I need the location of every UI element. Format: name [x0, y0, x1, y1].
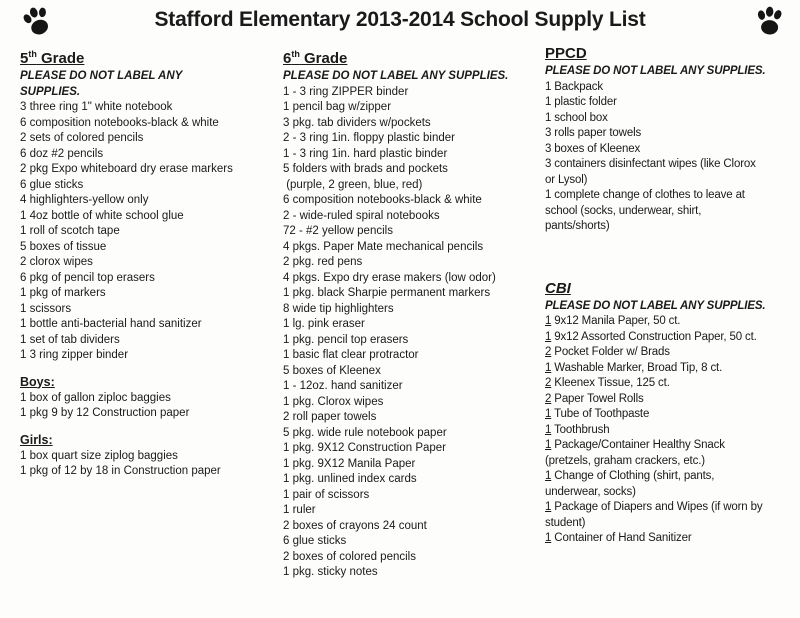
item-quantity: 1	[545, 361, 552, 374]
item-text: 9x12 Manila Paper, 50 ct.	[551, 315, 681, 327]
paw-icon	[749, 2, 790, 42]
list-item	[545, 423, 797, 439]
section-ppcd	[545, 44, 797, 235]
item-quantity: 1	[545, 501, 552, 513]
list-item	[545, 345, 797, 361]
list-item: pants/shorts)	[545, 220, 610, 232]
list-item: 6 pkg of pencil top erasers	[20, 271, 155, 284]
list-item: 1 box quart size ziplog baggies	[20, 449, 178, 462]
heading-text: 5	[20, 50, 29, 67]
list-item: 1 - 3 ring 1in. hard plastic binder	[283, 147, 448, 160]
section-heading	[20, 432, 280, 449]
list-item: 6 glue sticks	[20, 178, 84, 191]
list-item: 2 clorox wipes	[20, 256, 93, 268]
list-item	[545, 500, 797, 516]
list-item	[545, 392, 797, 408]
section-girls	[20, 432, 280, 480]
item-text: Package of Diapers and Wipes (if worn by	[551, 501, 763, 513]
list-item	[545, 438, 797, 454]
list-item	[545, 407, 797, 423]
list-item: 2 - wide-ruled spiral notebooks	[283, 209, 440, 222]
item-quantity: 1	[545, 315, 552, 327]
list-item: 4 pkgs. Paper Mate mechanical pencils	[283, 240, 484, 253]
list-item: 1 pkg. sticky notes	[283, 566, 378, 578]
list-item	[545, 454, 797, 470]
section-heading	[20, 374, 280, 391]
list-item: 5 boxes of Kleenex	[283, 364, 381, 377]
list-item: 1 plastic folder	[545, 96, 617, 108]
list-item	[545, 314, 797, 330]
list-item: 1 ruler	[283, 504, 316, 516]
list-item: 1 pkg. black Sharpie permanent markers	[283, 287, 491, 299]
list-item: 1 pencil bag w/zipper	[283, 101, 392, 113]
list-item: 1 pkg. Clorox wipes	[283, 395, 384, 408]
page-title: Stafford Elementary 2013-2014 School Supply List	[154, 8, 646, 31]
list-item: 2 boxes of colored pencils	[283, 550, 416, 563]
item-quantity: 1	[545, 408, 552, 420]
item-quantity: 2	[545, 377, 552, 389]
heading-text: PPCD	[545, 45, 587, 62]
item-quantity: 2	[545, 392, 552, 405]
list-item: 1 pkg of markers	[20, 287, 106, 299]
heading-text: CBI	[545, 279, 571, 297]
list-item: 1 Backpack	[545, 80, 603, 93]
item-text: Package/Container Healthy Snack	[551, 439, 725, 451]
list-item: 6 glue sticks	[283, 535, 347, 547]
list-item	[545, 516, 797, 532]
list-item: 2 roll paper towels	[283, 411, 377, 423]
item-quantity: 1	[545, 423, 552, 436]
do-not-label-note: PLEASE DO NOT LABEL ANY	[20, 70, 183, 82]
list-item	[545, 531, 797, 547]
item-text: Toothbrush	[551, 423, 610, 436]
item-text: 9x12 Assorted Construction Paper, 50 ct.	[551, 330, 757, 343]
list-item: 2 - 3 ring 1in. floppy plastic binder	[283, 132, 455, 144]
list-item: 1 pkg of 12 by 18 in Construction paper	[20, 465, 221, 477]
list-item: 1 complete change of clothes to leave at	[545, 189, 745, 201]
list-item: 8 wide tip highlighters	[283, 302, 394, 315]
list-item: 6 composition notebooks-black & white	[283, 194, 482, 206]
do-not-label-note: PLEASE DO NOT LABEL ANY SUPPLIES.	[283, 70, 509, 82]
list-item: 1 set of tab dividers	[20, 333, 120, 346]
list-item: 6 doz #2 pencils	[20, 147, 104, 160]
column-6th-grade	[283, 44, 541, 581]
item-quantity: 1	[545, 470, 552, 482]
list-item: 1 pkg. unlined index cards	[283, 473, 417, 485]
list-item: 1 - 3 ring ZIPPER binder	[283, 85, 409, 98]
section-5	[20, 44, 280, 364]
list-item: or Lysol)	[545, 173, 588, 186]
list-item: 1 lg. pink eraser	[283, 318, 365, 330]
do-not-label-note: SUPPLIES.	[20, 85, 81, 98]
list-item: 6 composition notebooks-black & white	[20, 116, 219, 129]
list-item	[545, 469, 797, 485]
list-item: 1 pkg. pencil top erasers	[283, 333, 409, 346]
list-item: 1 3 ring zipper binder	[20, 349, 129, 361]
section-heading	[545, 279, 797, 299]
section-cbi	[545, 279, 797, 547]
section-boys	[20, 374, 280, 422]
list-item	[545, 361, 797, 377]
item-quantity: 1	[545, 439, 552, 451]
section-6	[283, 44, 541, 581]
item-text: student)	[545, 516, 586, 529]
list-item: (purple, 2 green, blue, red)	[283, 178, 423, 191]
item-text: underwear, socks)	[545, 485, 636, 498]
section-heading	[20, 44, 280, 69]
list-item: 3 pkg. tab dividers w/pockets	[283, 116, 431, 129]
list-item: 1 school box	[545, 111, 608, 124]
list-item: 4 highlighters-yellow only	[20, 194, 149, 206]
list-item: 1 pair of scissors	[283, 488, 370, 501]
list-item: 2 boxes of crayons 24 count	[283, 519, 427, 532]
item-text: Washable Marker, Broad Tip, 8 ct.	[551, 361, 723, 374]
heading-superscript: th	[291, 49, 300, 59]
list-item: 3 boxes of Kleenex	[545, 142, 641, 155]
list-item: 5 boxes of tissue	[20, 240, 107, 253]
list-item: 5 folders with brads and pockets	[283, 163, 448, 175]
column-5th-grade	[20, 44, 280, 480]
list-item: 2 pkg. red pens	[283, 256, 363, 268]
do-not-label-note: PLEASE DO NOT LABEL ANY SUPPLIES.	[545, 65, 766, 77]
list-item: 1 roll of scotch tape	[20, 225, 120, 237]
list-item: 2 sets of colored pencils	[20, 132, 144, 144]
heading-text: Girls:	[20, 432, 53, 447]
list-item: 3 containers disinfectant wipes (like Clorox	[545, 158, 756, 170]
list-item: 4 pkgs. Expo dry erase makers (low odor)	[283, 271, 496, 284]
heading-text: Boys:	[20, 374, 55, 389]
list-item: 5 pkg. wide rule notebook paper	[283, 426, 447, 439]
list-item: 3 three ring 1" white notebook	[20, 101, 173, 113]
item-quantity: 1	[545, 330, 552, 343]
item-text: Paper Towel Rolls	[551, 392, 644, 405]
do-not-label-note: PLEASE DO NOT LABEL ANY SUPPLIES.	[545, 299, 766, 312]
item-quantity: 1	[545, 532, 552, 544]
item-text: Container of Hand Sanitizer	[551, 532, 692, 544]
list-item: 1 bottle anti-bacterial hand sanitizer	[20, 318, 202, 330]
list-item: 72 - #2 yellow pencils	[283, 225, 393, 237]
list-item: 3 rolls paper towels	[545, 127, 642, 139]
list-item: school (socks, underwear, shirt,	[545, 204, 702, 217]
list-item: 1 basic flat clear protractor	[283, 349, 419, 361]
list-item	[545, 485, 797, 501]
list-item: 2 pkg Expo whiteboard dry erase markers	[20, 163, 233, 175]
heading-superscript: th	[28, 49, 37, 59]
section-heading	[545, 44, 797, 64]
column-ppcd-cbi	[545, 44, 797, 547]
heading-text: Grade	[36, 50, 85, 67]
heading-text: 6	[283, 50, 292, 67]
list-item: 1 box of gallon ziploc baggies	[20, 391, 171, 404]
list-item: 1 pkg 9 by 12 Construction paper	[20, 407, 190, 419]
item-text: Pocket Folder w/ Brads	[551, 346, 670, 358]
section-heading	[283, 44, 541, 69]
list-item: 1 4oz bottle of white school glue	[20, 209, 184, 222]
list-item: 1 pkg. 9X12 Manila Paper	[283, 457, 416, 470]
list-item: 1 - 12oz. hand sanitizer	[283, 380, 403, 392]
list-item	[545, 376, 797, 392]
item-text: (pretzels, graham crackers, etc.)	[545, 454, 705, 467]
list-item: 1 scissors	[20, 302, 72, 315]
item-text: Tube of Toothpaste	[551, 408, 650, 420]
item-text: Change of Clothing (shirt, pants,	[551, 470, 715, 482]
paw-icon	[17, 2, 59, 43]
list-item	[545, 330, 797, 346]
heading-text: Grade	[299, 50, 348, 67]
list-item: 1 pkg. 9X12 Construction Paper	[283, 442, 447, 454]
item-quantity: 2	[545, 346, 552, 358]
item-text: Kleenex Tissue, 125 ct.	[551, 377, 670, 389]
